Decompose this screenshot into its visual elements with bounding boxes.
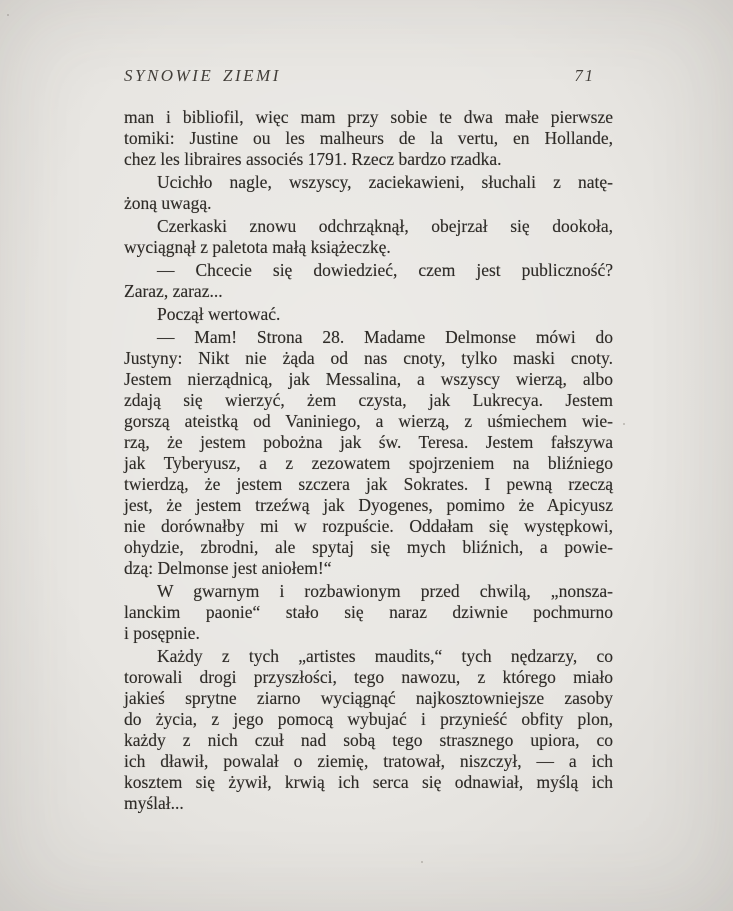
text-line: dzą: Delmonse jest aniołem!“ — [124, 558, 332, 578]
text-line: tomiki: Justine ou les malheurs de la vertu, en Hollande, — [124, 128, 613, 148]
text-line: W gwarnym i rozbawionym przed chwilą, „nonsza- — [157, 581, 613, 601]
text-line: rzą, że jestem pobożna jak św. Teresa. Jestem fałszywa — [124, 432, 613, 452]
scan-speck — [623, 423, 625, 425]
text-line: ich dławił, powalał o ziemię, tratował, niszczył, — a ich — [124, 751, 613, 771]
text-line: jak Tyberyusz, a z zezowatem spojrzeniem na bliźniego — [124, 453, 613, 473]
text-line: zdają się wierzyć, żem czysta, jak Lukrecya. Jestem — [124, 390, 613, 410]
text-line: lanckim paonie“ stało się naraz dziwnie pochmurno — [124, 602, 613, 622]
text-line: i posępnie. — [124, 623, 200, 643]
text-line: kosztem się żywił, krwią ich serca się odnawiał, myślą ich — [124, 772, 613, 792]
scan-speck — [421, 861, 423, 863]
text-line: Justyny: Nikt nie żąda od nas cnoty, tylko maski cnoty. — [124, 348, 613, 368]
text-line: Czerkaski znowu odchrząknął, obejrzał się dookoła, — [157, 216, 613, 236]
running-head-title: SYNOWIE ZIEMI — [124, 66, 281, 85]
text-line: każdy z nich czuł nad sobą tego strasznego upiora, co — [124, 730, 613, 750]
text-line: Każdy z tych „artistes maudits,“ tych nędzarzy, co — [157, 646, 613, 666]
paragraph — [124, 216, 613, 258]
text-line: żoną uwagą. — [124, 193, 212, 213]
paragraph — [124, 327, 613, 579]
paragraph — [124, 304, 613, 325]
text-line: jest, że jestem trzeźwą jak Dyogenes, pomimo że Apicyusz — [124, 495, 613, 515]
text-line: jakieś sprytne ziarno wyciągnąć najkosztowniejsze zasoby — [124, 688, 613, 708]
text-line: do życia, z jego pomocą wybujać i przynieść obfity plon, — [124, 709, 613, 729]
text-line: Jestem nierządnicą, jak Messalina, a wszyscy wierzą, albo — [124, 369, 613, 389]
paragraph — [124, 646, 613, 814]
text-line: torowali drogi przyszłości, tego nawozu, z którego miało — [124, 667, 613, 687]
body-text — [124, 107, 613, 814]
running-head — [124, 66, 613, 90]
paragraph — [124, 172, 613, 214]
text-line: man i bibliofil, więc mam przy sobie te dwa małe pierwsze — [124, 107, 613, 127]
text-line: — Chcecie się dowiedzieć, czem jest publiczność? — [157, 260, 613, 280]
text-line: ohydzie, zbrodni, ale spytaj się mych bliźnich, a powie- — [124, 537, 613, 557]
text-line: gorszą ateistką od Vaniniego, a wierzą, z uśmiechem wie- — [124, 411, 613, 431]
paragraph — [124, 260, 613, 302]
paragraph — [124, 581, 613, 644]
page-number: 71 — [574, 66, 595, 85]
text-line: Ucichło nagle, wszyscy, zaciekawieni, słuchali z natę- — [157, 172, 613, 192]
text-line: — Mam! Strona 28. Madame Delmonse mówi do — [157, 327, 613, 347]
text-line: nie dorównałby mi w rozpuście. Oddałam się występkowi, — [124, 516, 613, 536]
text-line: myślał... — [124, 793, 184, 813]
paragraph — [124, 107, 613, 170]
scan-speck — [7, 14, 9, 16]
text-line: chez les libraires associés 1791. Rzecz bardzo rzadka. — [124, 149, 502, 169]
text-line: Zaraz, zaraz... — [124, 281, 223, 301]
text-line: Począł wertować. — [157, 304, 281, 324]
text-line: twierdzą, że jestem szczera jak Sokrates. I pewną rzeczą — [124, 474, 613, 494]
text-line: wyciągnął z paletota małą książeczkę. — [124, 237, 391, 257]
book-page — [124, 66, 613, 814]
